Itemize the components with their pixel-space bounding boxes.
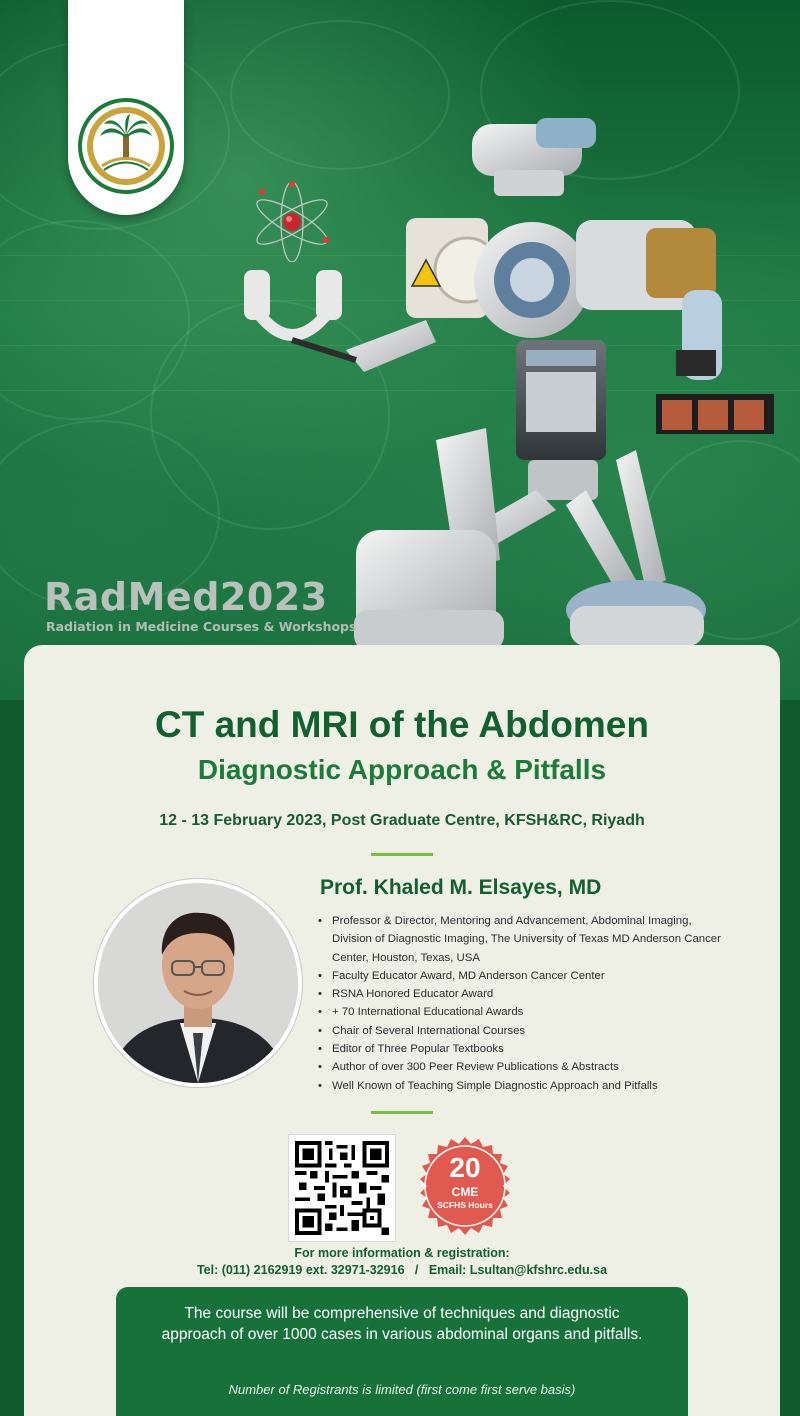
registration-heading: For more information & registration: (294, 1246, 510, 1260)
speaker-portrait-icon (98, 883, 298, 1083)
list-item: • Well Known of Teaching Simple Diagnostic Approach and Pitfalls (318, 1077, 728, 1095)
course-subtitle: Diagnostic Approach & Pitfalls (197, 754, 607, 785)
hero-banner (0, 0, 800, 700)
list-item: • Faculty Educator Award, MD Anderson Cancer Center (318, 967, 728, 985)
qr-code-icon (295, 1141, 389, 1235)
list-item: • Professor & Director, Mentoring and Advancement, Abdominal Imaging, Division of Diagnostic Imaging, The University of Texas MD Anderson Cancer Center, Houston, Texas, USA (318, 912, 728, 967)
content-card (24, 645, 780, 1416)
cme-badge (414, 1135, 516, 1237)
cme-label: CME (451, 1185, 479, 1199)
speaker-credentials-list (318, 912, 728, 1095)
course-title: CT and MRI of the Abdomen (155, 704, 649, 745)
brand-subtitle: Radiation in Medicine Courses & Workshops (46, 619, 357, 634)
list-item: • + 70 International Educational Awards (318, 1003, 728, 1021)
divider (371, 853, 433, 856)
course-notice-box (116, 1287, 688, 1416)
speaker-photo (94, 879, 302, 1087)
list-item: • Chair of Several International Courses (318, 1022, 728, 1040)
brand-title: RadMed2023 (44, 575, 328, 619)
list-item: • RSNA Honored Educator Award (318, 985, 728, 1003)
kfsh-emblem-icon (78, 98, 174, 194)
logo-ribbon (68, 0, 184, 215)
list-item: • Author of over 300 Peer Review Publications & Abstracts (318, 1058, 728, 1076)
registration-qr-code[interactable] (288, 1134, 396, 1242)
cme-hours: 20 (449, 1152, 481, 1183)
course-date-location: 12 - 13 February 2023, Post Graduate Centre, KFSH&RC, Riyadh (159, 812, 645, 829)
speaker-name: Prof. Khaled M. Elsayes, MD (320, 876, 602, 899)
cme-authority: SCFHS Hours (437, 1200, 493, 1210)
list-item: • Editor of Three Popular Textbooks (318, 1040, 728, 1058)
notice-footnote: Number of Registrants is limited (first come first serve basis) (228, 1382, 576, 1397)
notice-body: The course will be comprehensive of techniques and diagnostic approach of over 1000 cases in various abdominal organs and pitfalls. (161, 1305, 643, 1343)
registration-contact[interactable]: Tel: (011) 2162919 ext. 32971-32916 / Email: Lsultan@kfshrc.edu.sa (196, 1263, 608, 1277)
brand-block (44, 575, 356, 635)
divider (371, 1111, 433, 1114)
